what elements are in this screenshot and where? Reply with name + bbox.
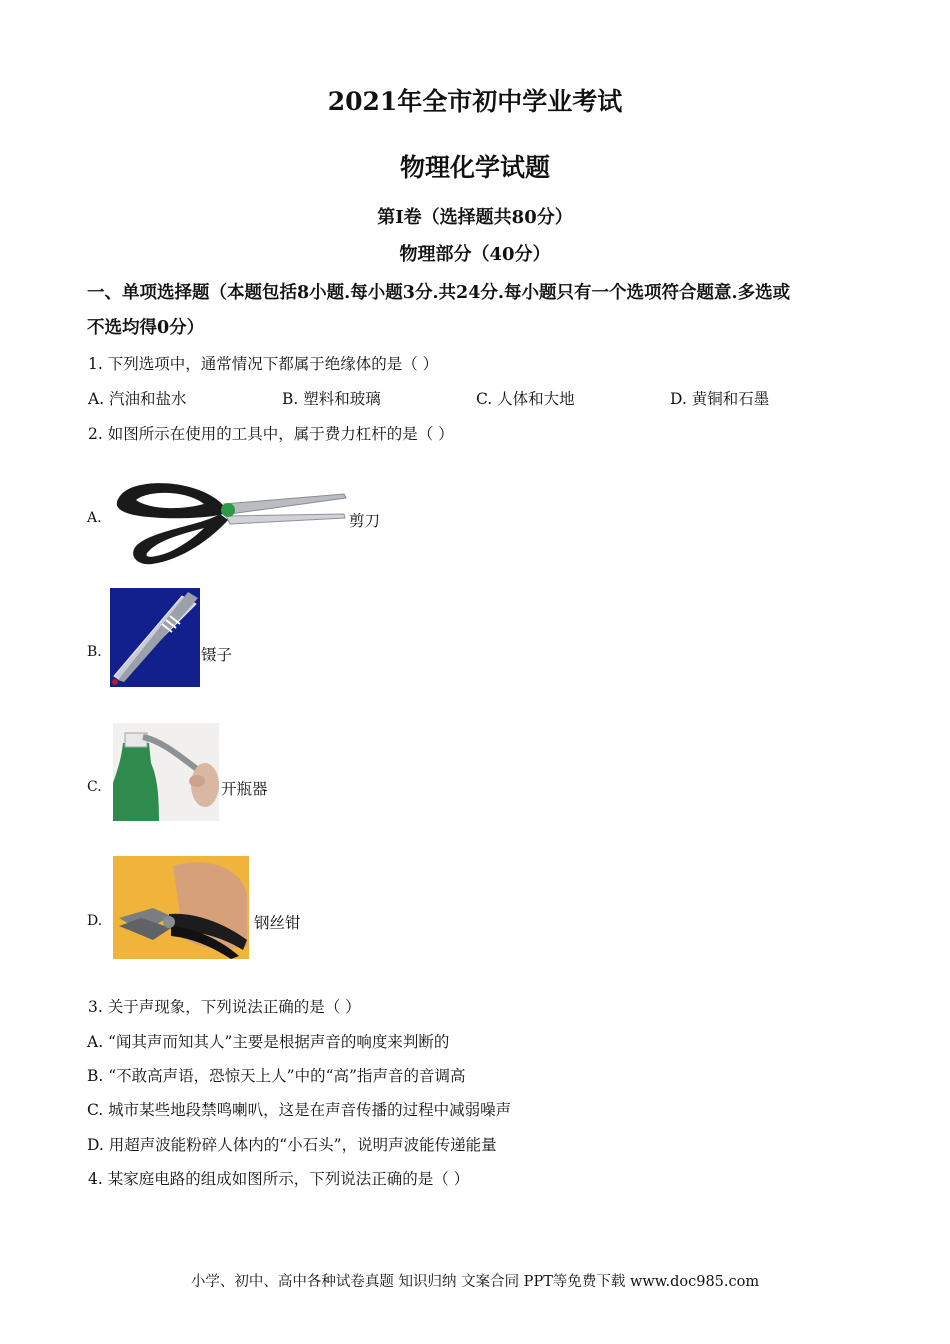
- pliers-icon: [113, 856, 249, 959]
- q2-option-c-caption: 开瓶器: [221, 780, 268, 798]
- scissors-icon: [112, 476, 348, 568]
- q2-option-a-caption: 剪刀: [349, 512, 381, 530]
- q1-option-d: D. 黄铜和石墨: [670, 390, 770, 408]
- q3-option-a: A. “闻其声而知其人”主要是根据声音的响度来判断的: [87, 1033, 450, 1051]
- q2-option-a-letter: A.: [87, 510, 102, 526]
- q2-option-b-letter: B.: [87, 644, 102, 660]
- q1-stem: 1. 下列选项中，通常情况下都属于绝缘体的是（ ）: [88, 355, 439, 373]
- section-heading-line2: 不选均得0分）: [87, 318, 205, 338]
- q1-option-b: B. 塑料和玻璃: [282, 390, 381, 408]
- q1-option-c: C. 人体和大地: [476, 390, 575, 408]
- q4-stem: 4. 某家庭电路的组成如图所示，下列说法正确的是（ ）: [88, 1170, 470, 1188]
- q2-option-c-letter: C.: [87, 779, 102, 795]
- q2-option-b-caption: 镊子: [201, 646, 233, 664]
- part-title: 物理部分（40分）: [399, 244, 551, 265]
- q2-option-d-letter: D.: [87, 913, 103, 929]
- q2-option-d-caption: 钢丝钳: [254, 914, 301, 932]
- page-footer: 小学、初中、高中各种试卷真题 知识归纳 文案合同 PPT等免费下载 www.doc985.com: [190, 1274, 760, 1290]
- subject-title: 物理化学试题: [399, 153, 550, 182]
- tweezers-icon: [110, 588, 200, 687]
- q3-stem: 3. 关于声现象，下列说法正确的是（ ）: [88, 998, 361, 1016]
- q3-option-c: C. 城市某些地段禁鸣喇叭，这是在声音传播的过程中减弱噪声: [87, 1101, 512, 1119]
- volume-title: 第Ⅰ卷（选择题共80分）: [377, 207, 573, 228]
- q3-option-b: B. “不敢高声语，恐惊天上人”中的“高”指声音的音调高: [87, 1067, 466, 1085]
- exam-title: 2021年全市初中学业考试: [327, 87, 623, 116]
- q1-option-a: A. 汽油和盐水: [88, 390, 187, 408]
- bottle-opener-icon: [113, 723, 219, 821]
- q3-option-d: D. 用超声波能粉碎人体内的“小石头”，说明声波能传递能量: [87, 1136, 497, 1154]
- section-heading-line1: 一、单项选择题（本题包括8小题.每小题3分.共24分.每小题只有一个选项符合题意.多选或: [87, 283, 791, 303]
- q2-stem: 2. 如图所示在使用的工具中，属于费力杠杆的是（ ）: [88, 425, 454, 443]
